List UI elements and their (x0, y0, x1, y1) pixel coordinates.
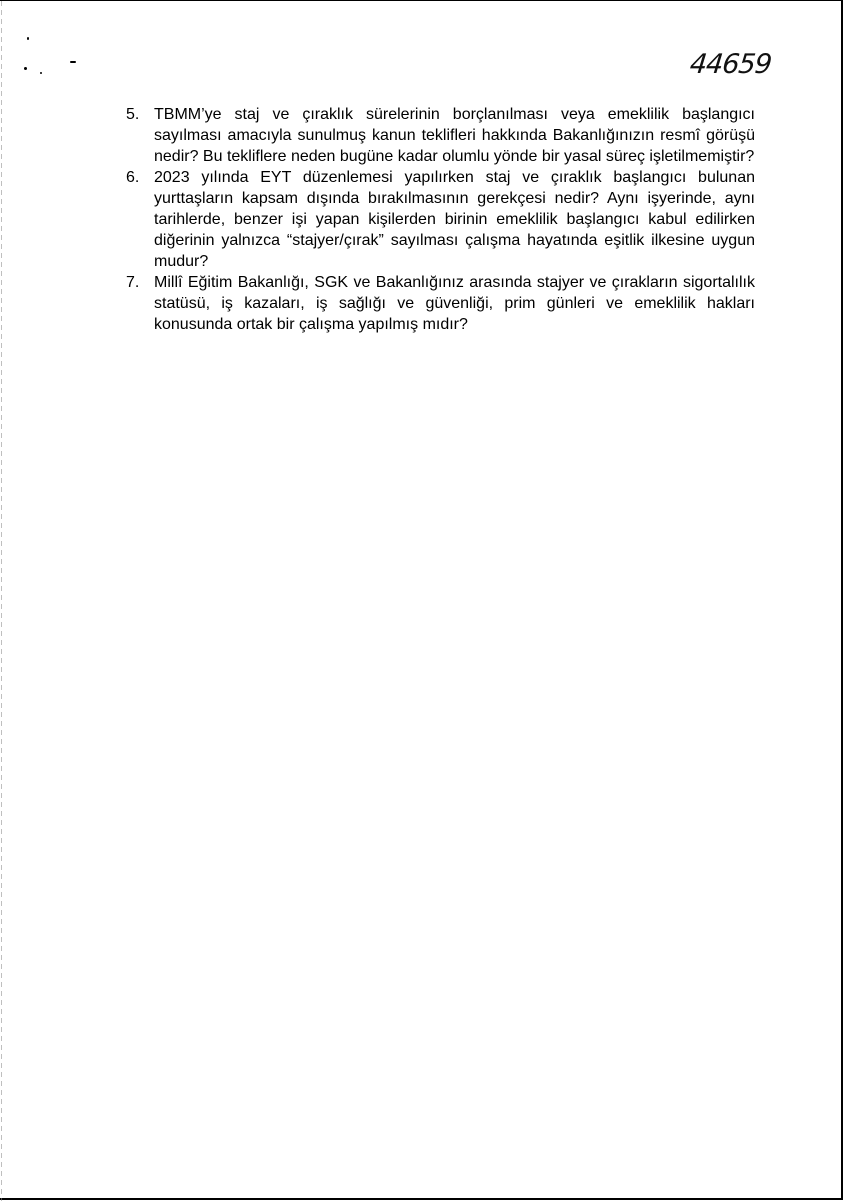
scan-speck (24, 67, 27, 70)
question-number: 7. (126, 274, 140, 292)
question-number: 5. (126, 106, 140, 123)
scan-speck (40, 72, 42, 74)
question-text: Millî Eğitim Bakanlığı, SGK ve Bakanlığınız arasında stajyer ve çırakların sigortalılık statüsü, iş kazaları, iş sağlığı ve güvenliği, prim günleri ve emeklilik hakları konusunda ortak bir çalışma yapılmış mıdır? (154, 274, 755, 333)
question-text: 2023 yılında EYT düzenlemesi yapılırken staj ve çıraklık başlangıcı bulunan yurttaşların kapsam dışında bırakılmasının gerekçesi nedir? Aynı işyerinde, aynı tarihlerde, benzer işi yapan kişilerden birinin emeklilik başlangıcı kabul edilirken diğerinin yalnızca “stajyer/çırak” sayılması çalışma hayatında eşitlik ilkesine uygun mudur? (154, 169, 755, 270)
scan-speck (27, 37, 29, 40)
question-number: 6. (126, 169, 140, 187)
question-list (126, 105, 755, 337)
handwritten-page-number: 44659 (688, 49, 773, 80)
scan-edge-line (1, 1, 2, 1201)
scan-speck (70, 61, 76, 63)
question-text: TBMM’ye staj ve çıraklık sürelerinin borçlanılması veya emeklilik başlangıcı sayılması amacıyla sunulmuş kanun teklifleri hakkında Bakanlığınızın resmî görüşü nedir? Bu tekliflere neden bugüne kadar olumlu yönde bir yasal süreç işletilmemiştir? (154, 106, 755, 165)
question-item (126, 105, 755, 167)
question-item (126, 168, 755, 272)
question-item (126, 273, 755, 335)
